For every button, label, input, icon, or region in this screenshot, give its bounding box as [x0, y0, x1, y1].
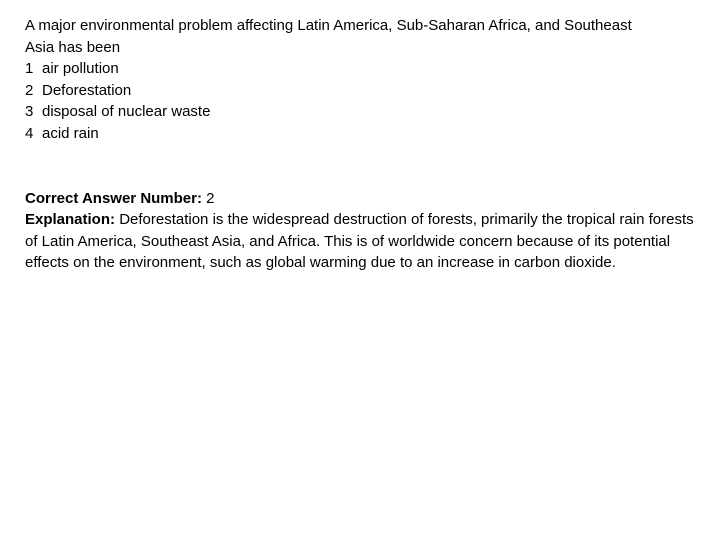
question-text: A major environmental problem affecting Latin America, Sub-Saharan Africa, and Southeast Asia has been [25, 17, 632, 56]
option-number: 3 [25, 103, 34, 121]
correct-answer-line [25, 188, 700, 210]
option-1 [25, 58, 700, 80]
option-label: Deforestation [42, 81, 132, 99]
question-block [25, 15, 700, 145]
option-label: air pollution [42, 60, 119, 78]
option-label: disposal of nuclear waste [42, 103, 211, 121]
slide-content [25, 15, 700, 274]
answer-block [25, 188, 700, 274]
option-4 [25, 123, 700, 145]
correct-answer-label: Correct Answer Number: [25, 189, 202, 207]
option-2 [25, 80, 700, 102]
option-number: 1 [25, 60, 34, 78]
explanation-paragraph [25, 209, 700, 274]
explanation-text: Deforestation is the widespread destruction of forests, primarily the tropical rain forests of Latin America, Southeast Asia, and Africa. This is of worldwide concern because of its potential effects on the environment, such as global warming due to an increase in carbon dioxide. [25, 211, 694, 272]
option-number: 2 [25, 81, 34, 99]
explanation-label: Explanation: [25, 211, 116, 229]
option-3 [25, 101, 700, 123]
correct-answer-value: 2 [206, 189, 215, 207]
option-number: 4 [25, 124, 34, 142]
option-label: acid rain [42, 124, 99, 142]
